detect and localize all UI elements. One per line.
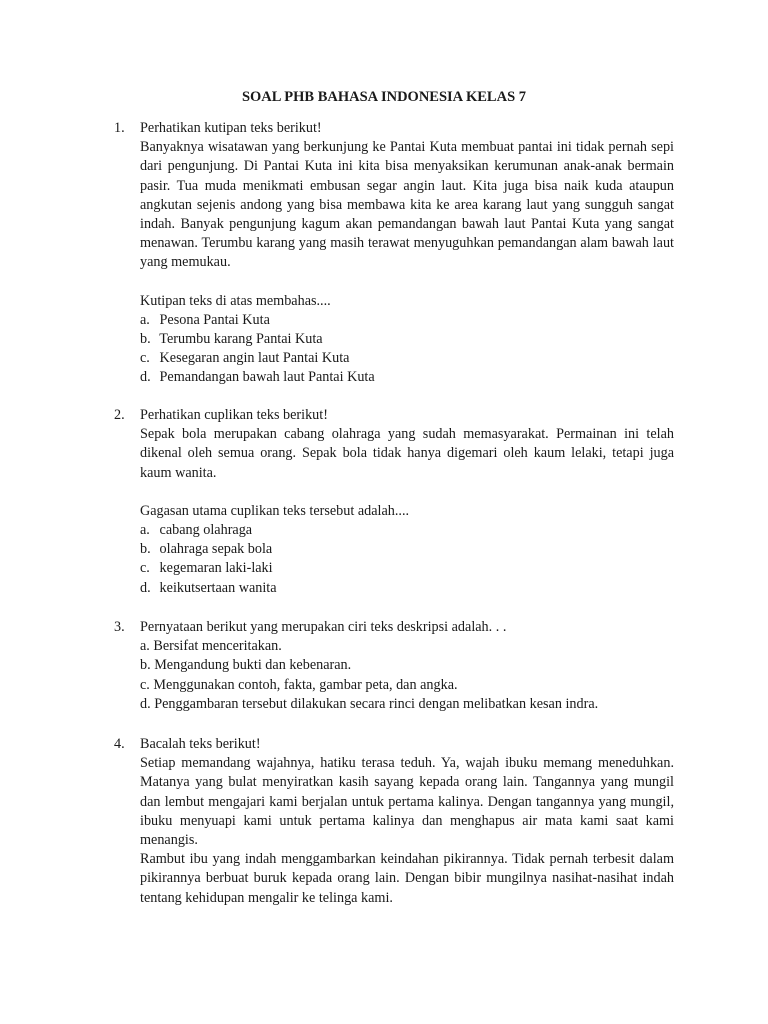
option-text: Mengandung bukti dan kebenaran. <box>154 657 352 674</box>
question-number: 1. <box>114 120 125 136</box>
question-intro: Bacalah teks berikut! <box>140 736 261 752</box>
option-b <box>140 330 674 349</box>
option-text: Menggunakan contoh, fakta, gambar peta, dan angka. <box>153 676 458 693</box>
option-text: kegemaran laki-laki <box>159 560 273 577</box>
question-4 <box>114 735 674 908</box>
option-letter: a. <box>140 638 150 655</box>
option-text: Pemandangan bawah laut Pantai Kuta <box>159 369 375 386</box>
option-a <box>140 521 674 540</box>
option-c <box>140 676 674 695</box>
question-prompt: Gagasan utama cuplikan teks tersebut adalah.... <box>140 502 410 519</box>
option-b <box>140 540 674 559</box>
option-letter: a. <box>140 311 150 328</box>
option-c <box>140 559 674 578</box>
option-letter: d. <box>140 695 151 712</box>
option-letter: b. <box>140 331 151 348</box>
question-intro: Perhatikan cuplikan teks berikut! <box>140 407 328 423</box>
option-d <box>140 579 674 598</box>
question-prompt: Kutipan teks di atas membahas.... <box>140 292 331 309</box>
question-intro: Perhatikan kutipan teks berikut! <box>140 120 322 136</box>
option-letter: c. <box>140 676 150 693</box>
option-letter: c. <box>140 350 150 367</box>
question-number: 3. <box>114 619 125 635</box>
option-letter: d. <box>140 369 151 386</box>
question-passage: Banyaknya wisatawan yang berkunjung ke Pantai Kuta membuat pantai ini tidak pernah sepi dari pengunjung. Di Pantai Kuta ini kita bisa menyaksikan kerumunan anak-anak bermain pasir. Tua muda menikmati embusan segar angin laut. Kita juga bisa naik kuda ataupun angkutan sejenis andong yang bisa membawa kita ke area karang laut yang sungguh sangat indah. Banyak pengunjung kagum akan pemandangan bawah laut Pantai Kuta yang sangat menawan. Terumbu karang yang masih terawat menyuguhkan pemandangan alam bawah laut yang memukau. <box>140 139 674 271</box>
option-text: Pesona Pantai Kuta <box>159 311 270 328</box>
question-1 <box>114 119 674 388</box>
option-letter: d. <box>140 579 151 596</box>
option-text: Penggambaran tersebut dilakukan secara rinci dengan melibatkan kesan indra. <box>154 695 599 712</box>
question-passage: Sepak bola merupakan cabang olahraga yang sudah memasyarakat. Permainan ini telah dikenal oleh semua orang. Sepak bola tidak hanya digemari oleh kaum lelaki, tetapi juga kaum wanita. <box>140 426 674 481</box>
option-letter: a. <box>140 522 150 539</box>
option-a <box>140 637 674 656</box>
option-text: Kesegaran angin laut Pantai Kuta <box>159 350 350 367</box>
option-a <box>140 311 674 330</box>
option-b <box>140 656 674 675</box>
question-3 <box>114 618 674 714</box>
option-text: keikutsertaan wanita <box>159 579 277 596</box>
question-number: 4. <box>114 736 125 752</box>
option-text: olahraga sepak bola <box>159 541 273 558</box>
question-intro: Pernyataan berikut yang merupakan ciri teks deskripsi adalah. . . <box>140 619 507 635</box>
question-passage-part-2: Rambut ibu yang indah menggambarkan keindahan pikirannya. Tidak pernah terbesit dalam pikirannya berbuat buruk kepada orang lain. Dengan bibir mungilnya nasihat-nasihat indah tentang kehidupan mengalir ke telinga kami. <box>140 851 674 906</box>
question-passage-part-1: Setiap memandang wajahnya, hatiku terasa teduh. Ya, wajah ibuku memang meneduhkan. Matanya yang bulat menyiratkan kasih sayang kepada orang lain. Tangannya yang mungil dan lembut mengajari kami berjalan untuk pertama kalinya. Dengan tangannya yang mungil, ibuku menyuapi kami untuk pertama kalinya dan menghapus air mata kami saat kami menangis. <box>140 755 674 849</box>
question-2 <box>114 406 674 598</box>
option-letter: b. <box>140 657 151 674</box>
option-text: Bersifat menceritakan. <box>153 638 282 655</box>
question-number: 2. <box>114 407 125 423</box>
option-text: Terumbu karang Pantai Kuta <box>159 331 323 348</box>
option-c <box>140 349 674 368</box>
option-letter: c. <box>140 560 150 577</box>
option-text: cabang olahraga <box>159 522 253 539</box>
option-d <box>140 368 674 387</box>
option-d <box>140 695 674 714</box>
page-title: SOAL PHB BAHASA INDONESIA KELAS 7 <box>241 89 527 105</box>
option-letter: b. <box>140 541 151 558</box>
